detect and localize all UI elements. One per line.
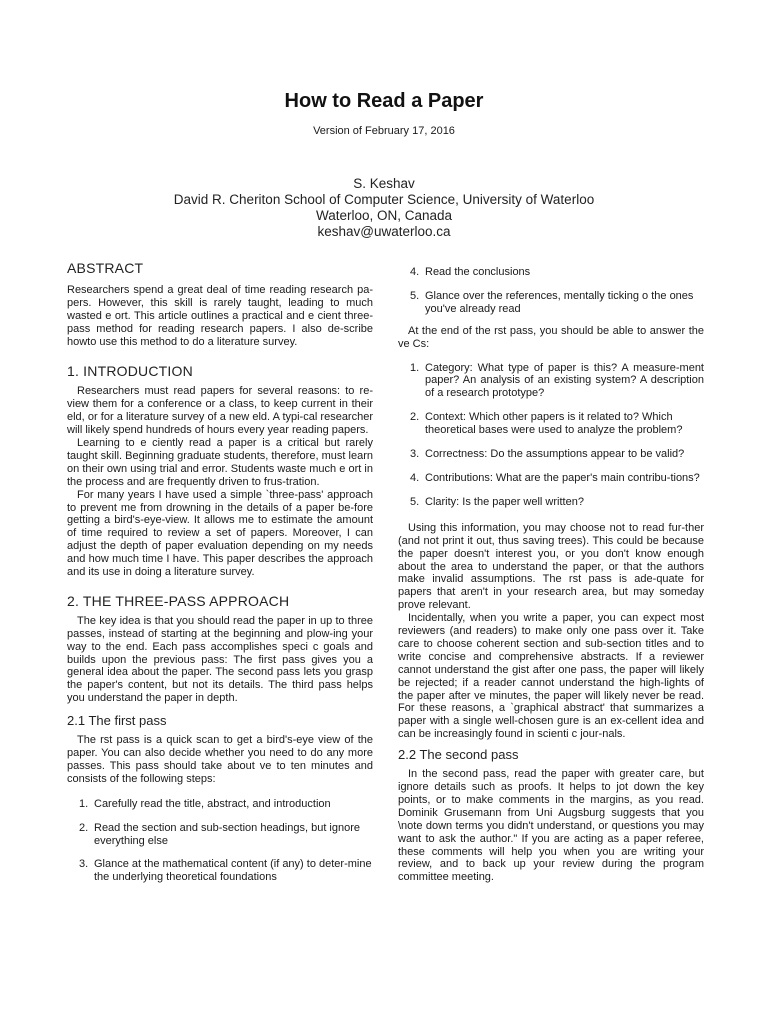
list-item [410,411,704,437]
three-pass-heading: 2. THE THREE-PASS APPROACH [67,592,290,609]
list-item [410,362,704,401]
list-item [79,822,373,848]
author-affiliation: David R. Cheriton School of Computer Science, University of Waterloo [173,192,595,207]
list-number: 3. [410,448,420,461]
after-five-cs-paragraph: Incidentally, when you write a paper, you can expect most reviewers (and readers) to make only one pass over it. Take care to choose coherent section and sub-section titles and to write concise and comprehensive abstracts. If a reviewer cannot understand the gist after one pass, the paper will likely be rejected; if a reader cannot understand the high-lights of the paper after ve minutes, the paper will likely never be read. For these reasons, a `graphical abstract' that summarizes a paper with a single well-chosen gure is an ex-cellent idea and can be increasingly found in scienti c jour-nals. [398,612,704,741]
first-pass-steps-continued [398,266,704,316]
author-email: keshav@uwaterloo.ca [317,224,451,239]
first-pass-paragraph: The rst pass is a quick scan to get a bird's-eye view of the paper. You can also decide whether you need to do any more passes. This pass should take about ve to ten minutes and consists of the following steps: [67,734,373,785]
list-item [410,496,704,509]
three-pass-paragraph: The key idea is that you should read the paper in up to three passes, instead of starting at the beginning and plow-ing your way to the end. Each pass accomplishes speci c goals and builds upon the previous pass: The first pass gives you a general idea about the paper. The second pass lets you grasp the paper's content, but not its details. The third pass helps you understand the paper in depth. [67,614,373,705]
list-number: 1. [410,361,420,374]
list-text: Glance over the references, mentally ticking o the ones you've already read [425,289,694,315]
list-text: Glance at the mathematical content (if any) to deter-mine the underlying theoretical foundations [94,858,372,884]
list-text: Context: Which other papers is it related to? Which theoretical bases were used to analyze the problem? [425,411,683,437]
list-number: 2. [79,821,89,834]
list-text: Read the section and sub-section headings, but ignore everything else [94,821,361,847]
list-item [410,266,704,279]
list-item [79,858,373,884]
list-number: 5. [410,289,420,302]
intro-paragraph: Learning to e ciently read a paper is a critical but rarely taught skill. Beginning graduate students, therefore, must learn on their own using trial and error. Students waste much e ort in the process and are frequently driven to frus-tration. [67,436,373,488]
list-number: 5. [410,495,420,508]
first-pass-steps [67,798,373,885]
after-five-cs-paragraph: Using this information, you may choose not to read fur-ther (and not print it out, thus saving trees). This could be because the paper doesn't interest you, or you don't know enough about the area to understand the paper, or that the authors make invalid assumptions. The rst pass is ade-quate for papers that aren't in your research area, but may someday prove relevant. [398,521,704,612]
list-text: Category: What type of paper is this? A measure-ment paper? An analysis of an existing system? A description of a research prototype? [425,361,704,400]
list-number: 3. [79,858,89,871]
first-pass-heading: 2.1 The first pass [67,713,167,729]
list-text: Carefully read the title, abstract, and introduction [94,797,331,810]
list-number: 4. [410,266,420,278]
list-text: Contributions: What are the paper's main contribu-tions? [425,471,700,484]
five-cs-intro: At the end of the rst pass, you should be able to answer the ve Cs: [398,324,704,350]
left-column [67,262,373,884]
author-name: S. Keshav [353,176,415,191]
right-column [398,266,704,884]
list-item [410,448,704,461]
list-text: Clarity: Is the paper well written? [425,495,584,508]
author-location: Waterloo, ON, Canada [315,208,453,223]
version-line: Version of February 17, 2016 [313,125,455,137]
list-number: 1. [79,797,89,810]
intro-paragraph: For many years I have used a simple `three-pass' approach to prevent me from drowning in the details of a paper be-fore getting a bird's-eye-view. It allows me to estimate the amount of time required to review a set of papers. Moreover, I can adjust the depth of paper evaluation depending on my needs and how much time I have. This paper describes the approach and its use in doing a literature survey. [67,488,373,579]
list-number: 4. [410,471,420,484]
introduction-heading: 1. INTRODUCTION [67,363,193,380]
intro-paragraph: Researchers must read papers for several reasons: to re-view them for a conference or a class, to keep current in their eld, or for a literature survey of a new eld. A typi-cal researcher will likely spend hundreds of hours every year reading papers. [67,385,373,437]
second-pass-paragraph: In the second pass, read the paper with greater care, but ignore details such as proofs. It helps to jot down the key points, or to make comments in the margins, as you read. Dominik Grusemann from Uni Augsburg suggests that you \note down terms you didn't understand, or questions you may want to ask the author." If you are acting as a paper referee, these comments will help you when you are writing your review, and to back up your review during the program committee meeting. [398,768,704,884]
paper-title: How to Read a Paper [284,90,484,112]
five-cs-list [398,362,704,509]
list-item [79,798,373,811]
second-pass-heading: 2.2 The second pass [398,747,519,763]
list-item [410,472,704,485]
list-text: Correctness: Do the assumptions appear to be valid? [425,448,685,461]
abstract-text: Researchers spend a great deal of time reading research pa-pers. However, this skill is rarely taught, leading to much wasted e ort. This article outlines a practical and e cient three-pass method for reading research papers. I also de-scribe howto use this method to do a literature survey. [67,283,373,348]
list-number: 2. [410,411,420,424]
list-text: Read the conclusions [425,266,531,278]
abstract-heading: ABSTRACT [67,260,144,276]
list-item [410,290,704,316]
author-block [0,176,768,240]
